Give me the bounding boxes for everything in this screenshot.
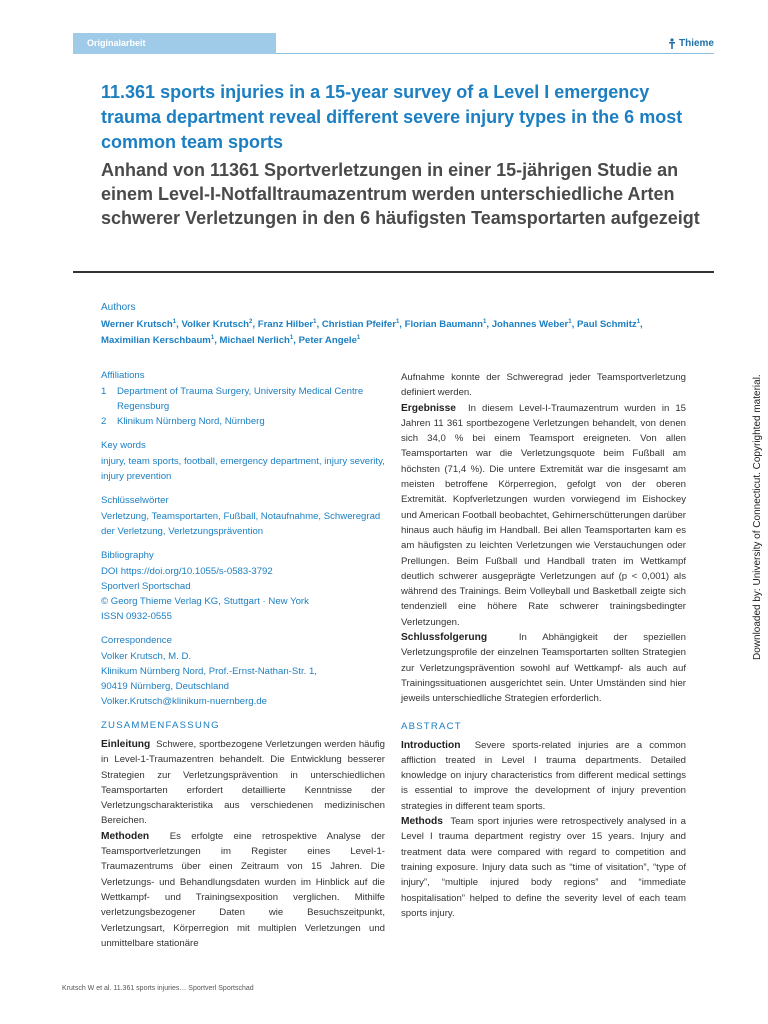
methoden-continuation: Aufnahme konnte der Schweregrad jeder Teamsportverletzung definiert werden. <box>401 372 686 399</box>
methods-paragraph <box>401 814 686 921</box>
methoden-paragraph <box>101 829 385 951</box>
affiliation-item <box>101 384 385 414</box>
schluesselwoerter-text: Verletzung, Teamsportarten, Fußball, Notaufnahme, Schweregrad der Verletzung, Verletzungsprävention <box>101 511 381 537</box>
author-name: Franz Hilber <box>257 319 314 330</box>
doi-link[interactable]: DOI https://doi.org/10.1055/s-0583-3792 <box>101 566 273 577</box>
author-affiliation-mark: 1 <box>395 318 400 325</box>
author-name: Florian Baumann <box>404 319 483 330</box>
correspondence-block <box>101 635 385 709</box>
author-name: Volker Krutsch <box>181 319 250 330</box>
right-column <box>401 370 686 921</box>
schlussfolgerung-paragraph <box>401 630 686 706</box>
copyright-line: © Georg Thieme Verlag KG, Stuttgart · New York <box>101 596 309 607</box>
einleitung-label: Einleitung <box>101 739 151 750</box>
title-english: 11.361 sports injuries in a 15-year survey of a Level I emergency trauma department reveal different severe injury types in the 6 most common team sports <box>101 82 683 152</box>
thieme-logo-icon <box>668 38 676 49</box>
schlussfolgerung-label: Schlussfolgerung <box>401 632 488 644</box>
affiliation-text: Klinikum Nürnberg Nord, Nürnberg <box>117 416 265 427</box>
introduction-label: Introduction <box>401 739 461 751</box>
download-watermark: Downloaded by: University of Connecticut. Copyrighted material. <box>752 374 763 660</box>
affiliations-block <box>101 370 385 429</box>
abstract-heading: ABSTRACT <box>401 720 462 732</box>
section-label-bar <box>73 33 276 54</box>
author-affiliation-mark: 1 <box>313 318 317 325</box>
author-affiliation-mark: 1 <box>568 318 572 325</box>
bibliography-block <box>101 550 385 624</box>
author-affiliation-mark: 1 <box>483 318 487 325</box>
ergebnisse-label: Ergebnisse <box>401 402 456 414</box>
schlussfolgerung-text: In Abhängigkeit der speziellen Verletzungsprofile der einzelnen Teamsportarten sollten Strategien zur Verletzungsprävention sowohl auf Wettkampf- als auch auf Trainingssituationen ausgerichtet sein. Unter Umständen sind hier jeweils unterschiedliche Strategien erforderlich. <box>401 632 686 705</box>
methods-text: Team sport injuries were retrospectively analysed in a Level I trauma department registry over 15 years. Injury and treatment data were compared with regard to competition and training exposure. Injury data such as “time of visitation”, “type of injury”, “multiple injured body regions” and “immediate hospitalisation” helped to define the severity level of each team sports injury. <box>401 816 686 919</box>
header-rule <box>276 53 714 54</box>
page-footer: Krutsch W et al. 11.361 sports injuries… Sportverl Sportschad <box>62 985 254 992</box>
einleitung-text: Schwere, sportbezogene Verletzungen werden häufig in Level-1-Traumazentren behandelt. Die Entwicklung besserer Strategien zur Verletzungsprävention in unterschiedlichen Teamsportarten erfordert detaillierte Kenntnisse der Verletzungscharakteristika aus verschiedenen medizinischen Bereichen. <box>101 739 385 827</box>
correspondence-label: Correspondence <box>101 635 172 646</box>
affiliation-item <box>101 414 385 429</box>
author-affiliation-mark: 1 <box>210 334 215 341</box>
author-affiliation-mark: 1 <box>172 318 177 325</box>
author-affiliation-mark: 1 <box>289 334 294 341</box>
introduction-text: Severe sports-related injuries are a common affliction treated in Level I trauma departments. Detailed knowledge on injury characteristics from different medical settings is essential to improve the development of injury prevention strategies in different team sports. <box>401 739 686 812</box>
title-german: Anhand von 11361 Sportverletzungen in einer 15-jährigen Studie an einem Level-I-Notfalltraumazentrum werden unterschiedliche Arten schwerer Verletzungen in den 6 häufigsten Teamsportarten aufgezeigt <box>101 160 700 228</box>
einleitung-paragraph <box>101 737 385 829</box>
author-list: Werner Krutsch$^1$, Volker Krutsch$^2$, Franz Hilber$^1$, Christian Pfeifer$^1$, Florian Baumann$^1$, Johannes Weber$^1$, Paul Schmitz$^1$, Maximilian Kerschbaum$^1$, Michael Nerlich$^1$, Peter Angele$^1$ <box>101 318 643 346</box>
affiliations-label: Affiliations <box>101 370 145 381</box>
authors-label: Authors <box>101 302 136 313</box>
correspondence-name: Volker Krutsch, M. D. <box>101 651 192 662</box>
correspondence-address: Klinikum Nürnberg Nord, Prof.-Ernst-Nathan-Str. 1, <box>101 666 317 677</box>
author-name: Johannes Weber <box>491 319 569 330</box>
affiliation-number: 1 <box>101 386 107 397</box>
ergebnisse-paragraph <box>401 401 686 630</box>
correspondence-city: 90419 Nürnberg, Deutschland <box>101 681 230 692</box>
issn-line: ISSN 0932-0555 <box>101 611 172 622</box>
brand-name: Thieme <box>678 38 714 49</box>
section-label: Originalarbeit <box>87 38 146 48</box>
author-name: Maximilian Kerschbaum <box>101 335 211 346</box>
keywords-text: injury, team sports, football, emergency department, injury severity, injury prevention <box>101 456 385 482</box>
zusammenfassung-heading: ZUSAMMENFASSUNG <box>101 720 220 731</box>
introduction-paragraph <box>401 738 686 814</box>
keywords-label: Key words <box>101 440 146 451</box>
ergebnisse-text: In diesem Level-I-Traumazentrum wurden in 15 Jahren 11 361 sportbezogene Verletzungen behandelt, von denen sich 34,0 % bei einem Teamsport ereigneten. Von allen Teamsportarten war die Verletzungsquote beim Fußball am höchsten (71,4 %). Die untere Extremität war die insgesamt am meisten betroffene Körperregion, gefolgt von der oberen Extremität. Kopfverletzungen wurden vorwiegend im Eishockey und American Football beobachtet, Gehirnerschütterungen darüber hinaus auch häufig im Handball. Bei allen Teamsportarten kam es am häufigsten zu leichten Verletzungen wie Verstauchungen oder Prellungen. Beim Fußball und Handball traten im Wettkampf deutlich schwerer ausgeprägte Verletzungen auf (p < 0,001) als während des Trainings. Beim Volleyball und Basketball zeigte sich tendenziell eine höhere Rate schwerer trainingsbedingter Verletzungen. <box>401 402 686 628</box>
bibliography-label: Bibliography <box>101 550 154 561</box>
author-affiliation-mark: 1 <box>636 318 641 325</box>
title-rule <box>73 271 714 273</box>
methods-label: Methods <box>401 816 443 828</box>
journal-name: Sportverl Sportschad <box>101 581 191 592</box>
affiliation-text: Department of Trauma Surgery, University Medical Centre Regensburg <box>117 386 364 412</box>
left-column <box>101 370 385 951</box>
publisher-brand <box>668 38 714 49</box>
correspondence-email[interactable]: Volker.Krutsch@klinikum-nuernberg.de <box>101 696 267 707</box>
author-name: Michael Nerlich <box>219 335 290 346</box>
affiliation-number: 2 <box>101 416 107 427</box>
author-affiliation-mark: 2 <box>249 318 253 325</box>
schluesselwoerter-block <box>101 495 385 539</box>
methoden-text: Es erfolgte eine retrospektive Analyse der Teamsportverletzungen im Register eines Level-1-Traumazentrums über einen Zeitraum von 15 Jahren. Die Verletzungs- und Behandlungsdaten wurden im Hinblick auf die Wettkampf- und Trainingsexposition verglichen. Mithilfe verletzungsbezogener Daten wie Besuchszeitpunkt, Verletzungsart, Körperregion mit multiplen Verletzungen und unmittelbare stationäre <box>101 830 385 949</box>
schluesselwoerter-label: Schlüsselwörter <box>101 495 169 506</box>
methoden-label: Methoden <box>101 830 150 842</box>
author-name: Peter Angele <box>298 335 357 346</box>
author-name: Werner Krutsch <box>101 319 173 330</box>
author-name: Christian Pfeifer <box>321 319 396 330</box>
author-affiliation-mark: 1 <box>356 334 361 341</box>
keywords-block <box>101 440 385 484</box>
author-name: Paul Schmitz <box>576 319 637 330</box>
